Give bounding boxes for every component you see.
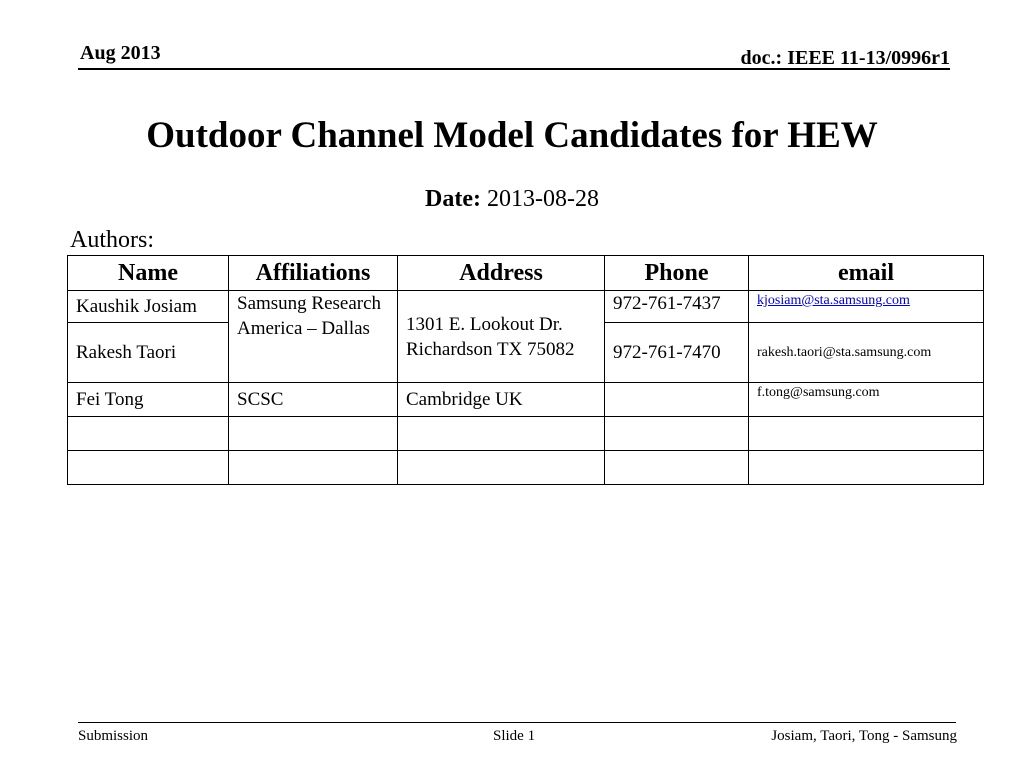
empty-cell	[605, 451, 749, 485]
footer-authors: Josiam, Taori, Tong - Samsung	[771, 728, 957, 744]
author-affiliation: Samsung Research America – Dallas	[229, 291, 398, 383]
column-header-phone: Phone	[605, 256, 749, 291]
table-row-empty	[68, 451, 984, 485]
header-rule	[78, 68, 950, 70]
empty-cell	[229, 417, 398, 451]
empty-cell	[68, 451, 229, 485]
empty-cell	[749, 451, 984, 485]
header-date: Aug 2013	[80, 42, 161, 64]
empty-cell	[398, 417, 605, 451]
author-name: Kaushik Josiam	[68, 291, 229, 323]
footer-slide-number: Slide 1	[493, 728, 536, 744]
author-phone: 972-761-7437	[605, 291, 749, 323]
slide-title: Outdoor Channel Model Candidates for HEW	[146, 115, 878, 156]
author-email-link[interactable]: kjosiam@sta.samsung.com	[757, 293, 910, 308]
author-email[interactable]	[749, 291, 984, 323]
author-name: Fei Tong	[68, 383, 229, 417]
authors-table	[67, 255, 984, 485]
author-phone	[605, 383, 749, 417]
empty-cell	[398, 451, 605, 485]
author-address: Cambridge UK	[398, 383, 605, 417]
empty-cell	[749, 417, 984, 451]
author-address: 1301 E. Lookout Dr. Richardson TX 75082	[398, 291, 605, 383]
author-name: Rakesh Taori	[68, 323, 229, 383]
author-email: rakesh.taori@sta.samsung.com	[749, 323, 984, 383]
column-header-name: Name	[68, 256, 229, 291]
date-value: 2013-08-28	[486, 186, 599, 212]
empty-cell	[229, 451, 398, 485]
column-header-affiliations: Affiliations	[229, 256, 398, 291]
author-phone: 972-761-7470	[605, 323, 749, 383]
column-header-address: Address	[398, 256, 605, 291]
column-header-email: email	[749, 256, 984, 291]
empty-cell	[605, 417, 749, 451]
table-header-row	[68, 256, 984, 291]
date-label: Date:	[425, 186, 481, 212]
author-affiliation: SCSC	[229, 383, 398, 417]
table-row-empty	[68, 417, 984, 451]
date-line	[0, 186, 1024, 213]
empty-cell	[68, 417, 229, 451]
author-email: f.tong@samsung.com	[749, 383, 984, 417]
table-row	[68, 383, 984, 417]
footer-submission: Submission	[78, 728, 149, 744]
footer-rule	[78, 722, 956, 723]
authors-label: Authors:	[70, 227, 154, 253]
header-doc-id: doc.: IEEE 11-13/0996r1	[740, 47, 950, 69]
table-row	[68, 291, 984, 323]
